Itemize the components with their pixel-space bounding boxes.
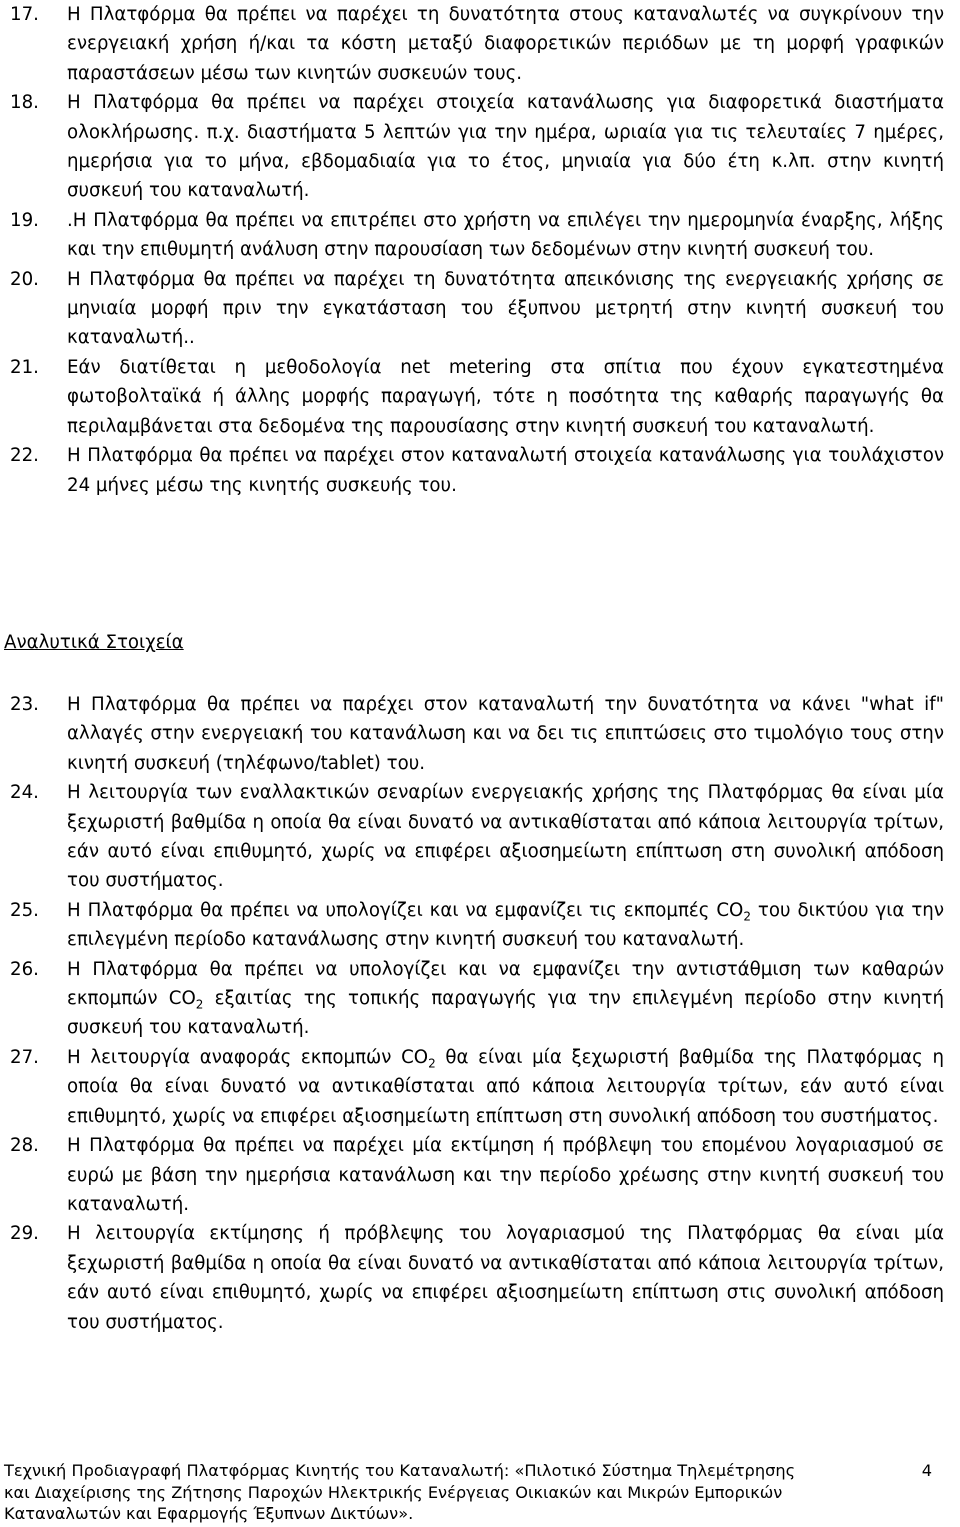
co2-subscript: 2: [743, 909, 751, 924]
item-number: 23.: [10, 694, 39, 715]
item-text: Η λειτουργία εκτίμησης ή πρόβλεψης του λογαριασμού της Πλατφόρμας θα είναι μία ξεχωριστή βαθμίδα η οποία θα είναι δυνατό να αντικαθίσταται από κάποια λειτουργία τρίτων, εάν αυτό είναι επιθυμητό, χωρίς να επιφέρει αξιοσημείωτη επίπτωση στις συνολική απόδοση του συστήματος.: [67, 1223, 944, 1333]
item-text: Η Πλατφόρμα θα πρέπει να παρέχει στον καταναλωτή στοιχεία κατανάλωσης για τουλάχιστον 24 μήνες μέσω της κινητής συσκευής του.: [67, 445, 944, 496]
item-text: [67, 955, 944, 1043]
item-number: 25.: [10, 899, 39, 921]
item-text: .Η Πλατφόρμα θα πρέπει να επιτρέπει στο χρήστη να επιλέγει την ημερομηνία έναρξης, λήξης και την επιθυμητή ανάλυση στην παρουσίαση των δεδομένων στην κινητή συσκευή του.: [67, 209, 944, 261]
item-text: Εάν διατίθεται η μεθοδολογία net metering στα σπίτια που έχουν εγκατεστημένα φωτοβολταϊκά ή άλλης μορφής παραγωγή, τότε η ποσότητα της καθαρής παραγωγής θα περιλαμβάνεται στα δεδομένα της παρουσίασης στην κινητή συσκευή του καταναλωτή.: [67, 356, 944, 437]
footer-line-3: Καταναλωτών και Εφαρμογής Έξυπνων Δικτύων».: [4, 1504, 414, 1523]
item-text: [67, 896, 944, 955]
list-item: [10, 955, 944, 1043]
item-number: 20.: [10, 268, 39, 290]
item-text: Η Πλατφόρμα θα πρέπει να παρέχει τη δυνατότητα απεικόνισης της ενεργειακής χρήσης σε μηνιαία μορφή πριν την εγκατάσταση του έξυπνου μετρητή στην κινητή συσκευή του καταναλωτή..: [67, 268, 944, 349]
item-text: [67, 1043, 944, 1131]
item-text: Η Πλατφόρμα θα πρέπει να παρέχει τη δυνατότητα στους καταναλωτές να συγκρίνουν την ενεργειακή χρήση ή/και τα κόστη μεταξύ διαφορετικών περιόδων με τη μορφή γραφικών παραστάσεων μέσω των κινητών συσκευών τους.: [67, 4, 944, 84]
list-item: [10, 1131, 944, 1219]
list-item: [10, 690, 944, 778]
section-heading: Αναλυτικά Στοιχεία: [4, 632, 184, 653]
list-item: [10, 778, 944, 896]
item-number: 21.: [10, 356, 39, 378]
item-number: 26.: [10, 958, 39, 980]
item-text-after: θα είναι μία ξεχωριστή βαθμίδα της Πλατφόρμας η οποία θα είναι δυνατό να αντικαθίσταται από κάποια λειτουργία τρίτων, εάν αυτό είναι επιθυμητό, χωρίς να επιφέρει αξιοσημείωτη επίπτωση στη συνολική απόδοση του συστήματος.: [67, 1046, 945, 1127]
item-text: Η λειτουργία των εναλλακτικών σεναρίων ενεργειακής χρήσης της Πλατφόρμας θα είναι μία ξεχωριστή βαθμίδα η οποία θα είναι δυνατό να αντικαθίσταται από κάποια λειτουργία τρίτων, εάν αυτό είναι επιθυμητό, χωρίς να επιφέρει αξιοσημείωτη επίπτωση στη συνολική απόδοση του συστήματος.: [67, 782, 944, 892]
page-footer: [4, 1460, 944, 1525]
item-text: Η Πλατφόρμα θα πρέπει να παρέχει στοιχεία κατανάλωσης για διαφορετικά διαστήματα ολοκλήρωσης. π.χ. διαστήματα 5 λεπτών για την ημέρα, ωριαία για τις τελευταίες 7 ημέρες, ημερήσια για το μήνα, εβδομαδιαία για το έτος, μηνιαία για δύο έτη κ.λπ. στην κινητή συσκευή του καταναλωτή.: [67, 92, 944, 202]
footer-line-2: και Διαχείρισης της Ζήτησης Παροχών Ηλεκτρικής Ενέργειας Οικιακών και Μικρών Εμπορικών: [4, 1482, 783, 1502]
item-text-before: Η Πλατφόρμα θα πρέπει να υπολογίζει και να εμφανίζει την αντιστάθμιση των καθαρών εκπομπών CO: [67, 958, 944, 1010]
item-text-before: Η λειτουργία αναφοράς εκπομπών CO: [67, 1046, 429, 1068]
item-text: Η Πλατφόρμα θα πρέπει να παρέχει μία εκτίμηση ή πρόβλεψη του επομένου λογαριασμού σε ευρώ με βάση την ημερήσια κατανάλωση και την περίοδο χρέωσης στην κινητή συσκευή του καταναλωτή.: [67, 1135, 944, 1215]
item-number: 27.: [10, 1046, 39, 1068]
co2-subscript: 2: [428, 1056, 436, 1071]
item-text-before: Η Πλατφόρμα θα πρέπει να υπολογίζει και να εμφανίζει τις εκπομπές CO: [67, 899, 744, 921]
item-number: 19.: [10, 209, 39, 231]
item-number: 24.: [10, 782, 39, 804]
co2-subscript: 2: [195, 997, 204, 1012]
list-item: [10, 0, 944, 88]
list-item: [10, 441, 944, 500]
item-number: 28.: [10, 1135, 39, 1157]
item-number: 22.: [10, 445, 39, 467]
list-item: [10, 265, 944, 353]
item-number: 17.: [10, 4, 39, 25]
requirements-list-top: [10, 0, 944, 500]
list-item: [10, 206, 944, 265]
list-item: [10, 1043, 944, 1131]
page-number: 4: [921, 1461, 932, 1480]
list-item: [10, 88, 944, 206]
list-item: [10, 1219, 944, 1337]
list-item: [10, 896, 944, 955]
item-number: 18.: [10, 92, 39, 114]
item-text-after: του δικτύου για την επιλεγμένη περίοδο κατανάλωσης στην κινητή συσκευή του καταναλωτή.: [67, 899, 944, 951]
item-text: Η Πλατφόρμα θα πρέπει να παρέχει στον καταναλωτή την δυνατότητα να κάνει "what if" αλλαγές στην ενεργειακή του κατανάλωση και να δει τις επιπτώσεις στο τιμολόγιο τους στην κινητή συσκευή (τηλέφωνο/tablet) του.: [67, 694, 944, 774]
item-text-after: εξαιτίας της τοπικής παραγωγής για την επιλεγμένη περίοδο στην κινητή συσκευή του καταναλωτή.: [67, 988, 944, 1039]
requirements-list-bottom: [10, 690, 944, 1337]
list-item: [10, 353, 944, 441]
footer-line-1: Τεχνική Προδιαγραφή Πλατφόρμας Κινητής του Καταναλωτή: «Πιλοτικό Σύστημα Τηλεμέτρησης: [4, 1461, 796, 1480]
item-number: 29.: [10, 1223, 39, 1245]
